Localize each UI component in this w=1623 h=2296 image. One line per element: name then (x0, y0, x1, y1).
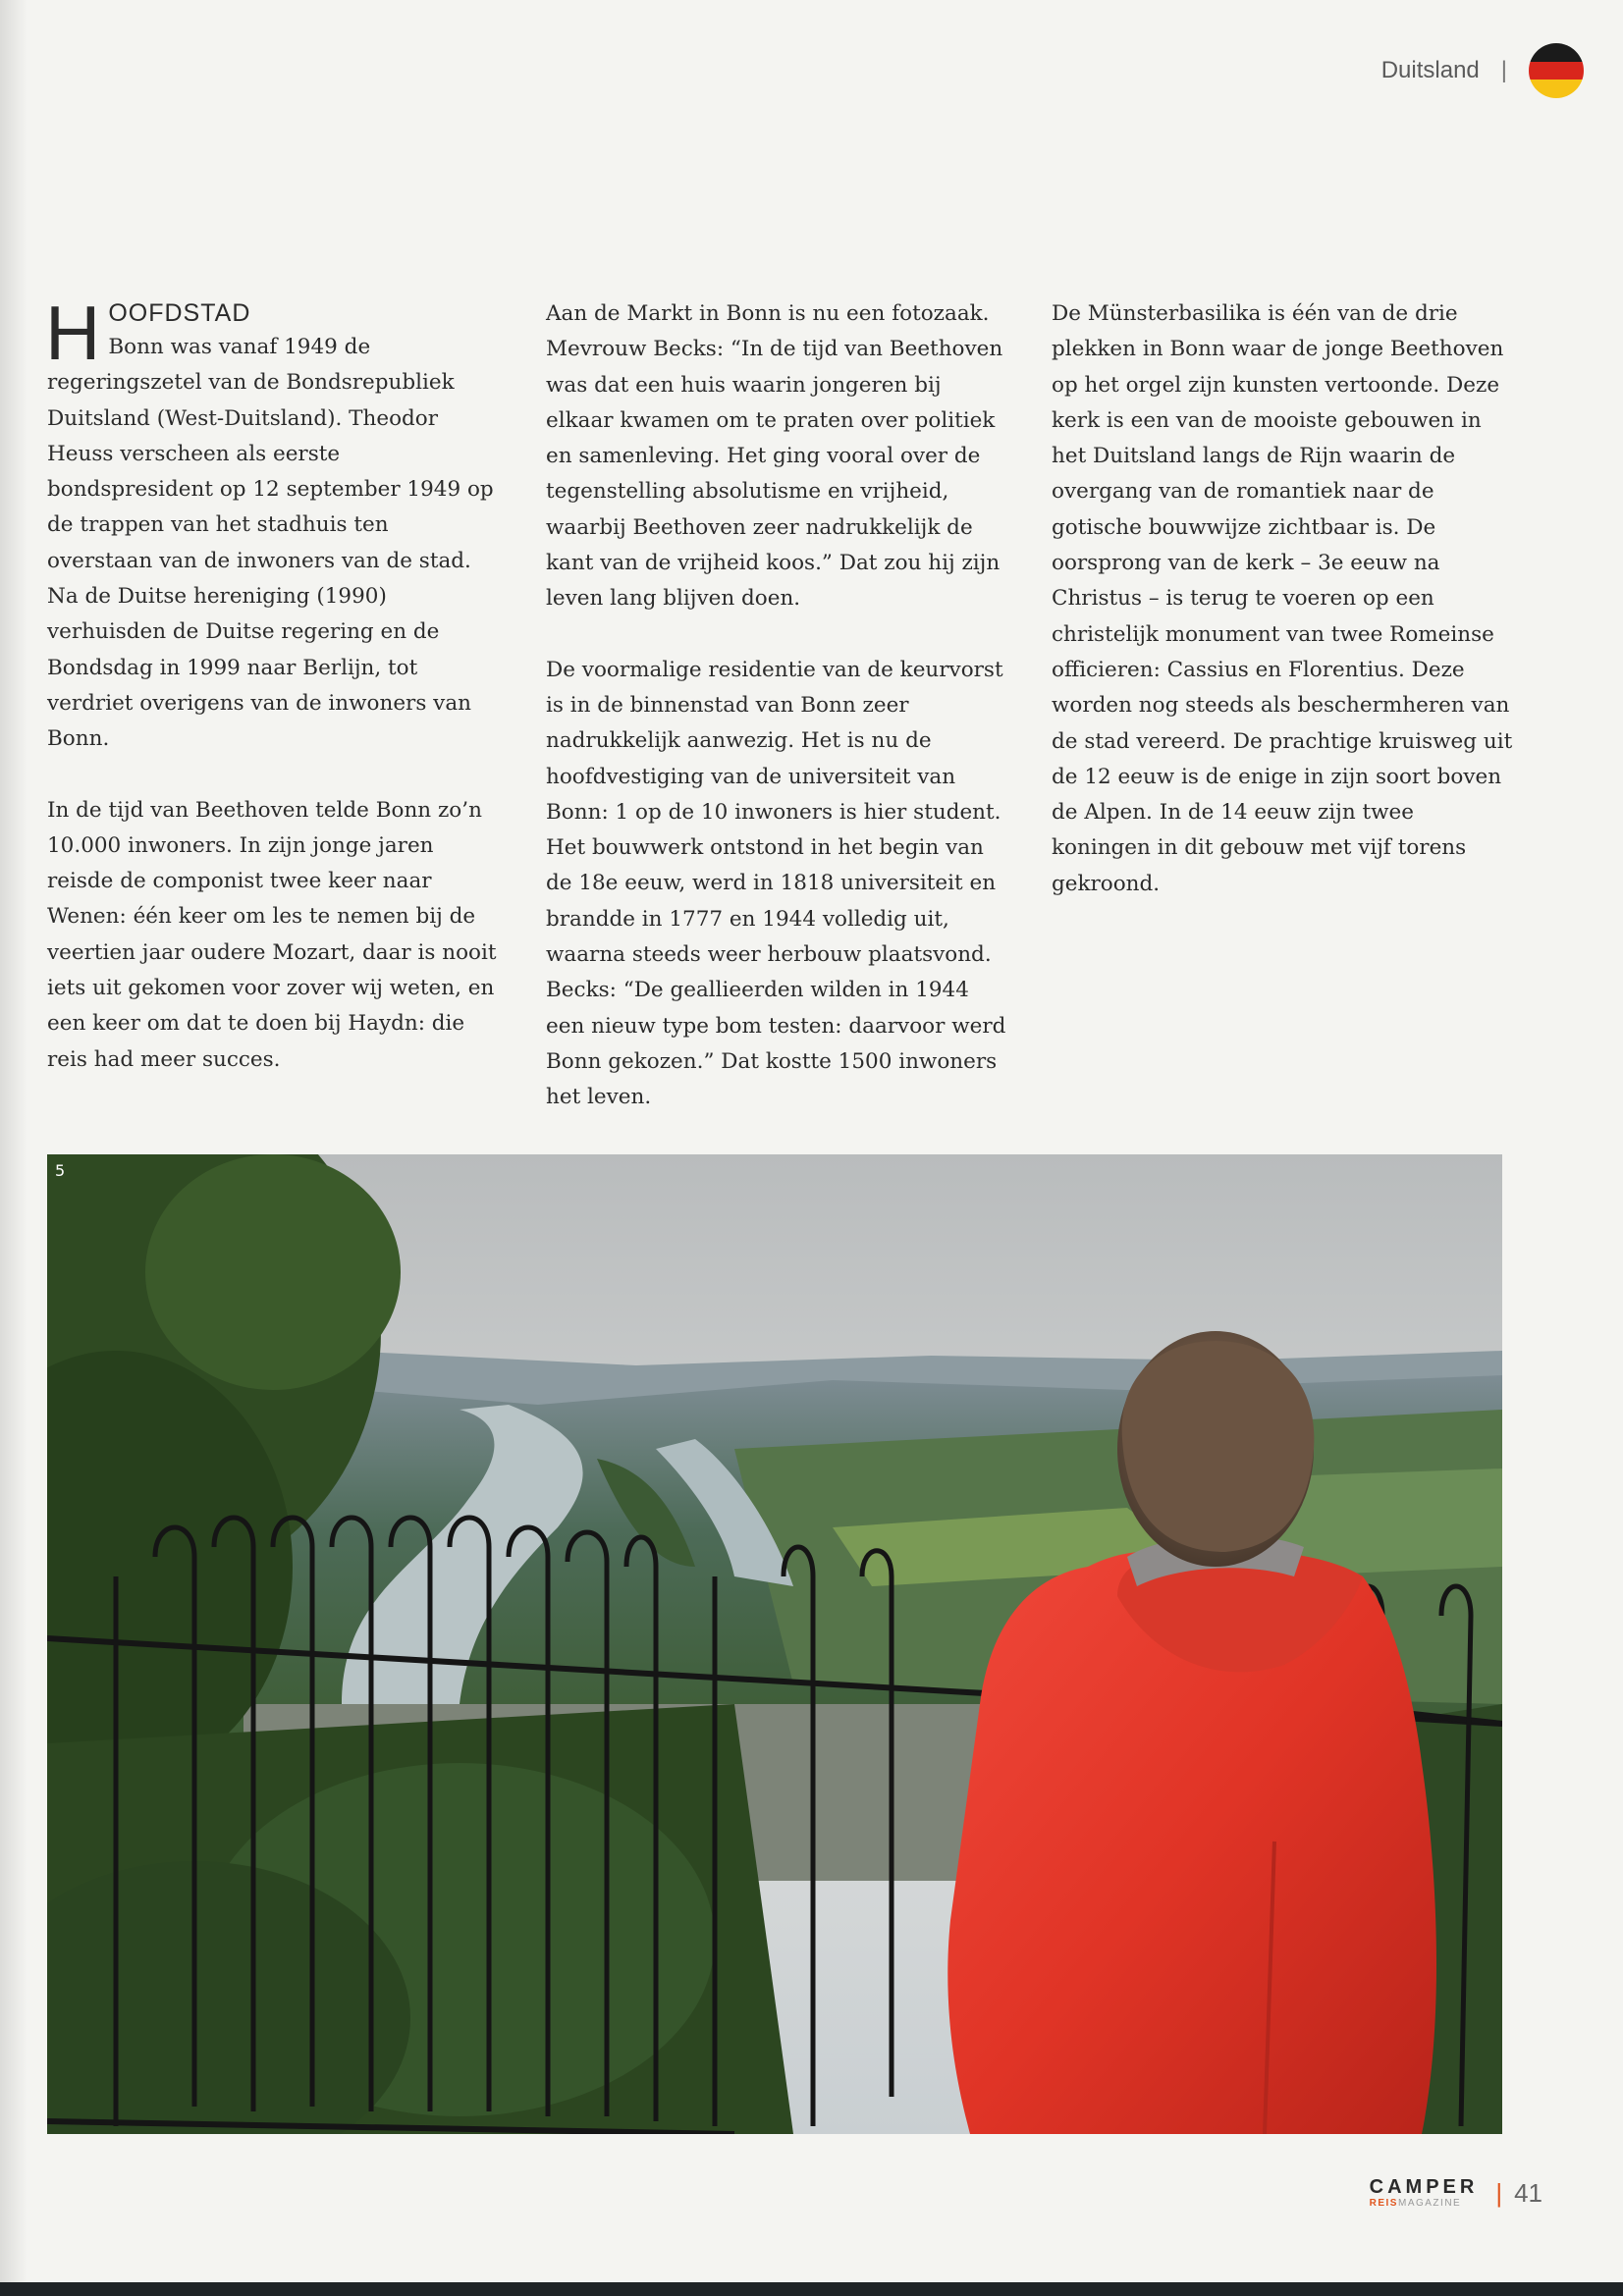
page-header (1381, 43, 1584, 98)
paragraph-munsterbasilika: De Münsterbasilika is één van de drie plekken in Bonn waar de jonge Beethoven op het orgel zijn kunsten vertoonde. Deze kerk is een van de mooiste gebouwen in het Duitsland langs de Rijn waarin de overgang van de romantiek naar de gotische bouwwijze zichtbaar is. De oorsprong van de kerk – 3e eeuw na Christus – is terug te voeren op een christelijk monument van twee Romeinse officieren: Cassius en Florentius. Deze worden nog steeds als beschermheren van de stad vereerd. De prachtige kruisweg uit de 12 eeuw is de enige in zijn soort boven de Alpen. In de 14 eeuw zijn twee koningen in dit gebouw met vijf torens gekroond. (1052, 301, 1513, 896)
flag-band-red (1529, 62, 1584, 80)
country-label: Duitsland (1380, 57, 1480, 83)
header-separator: | (1500, 57, 1507, 83)
flag-band-gold (1529, 80, 1584, 98)
brand-sub-rest: MAGAZINE (1397, 2198, 1462, 2209)
brand-sub-accent: REIS (1369, 2198, 1398, 2209)
paragraph-beethoven-wenen: In de tijd van Beethoven telde Bonn zo’n 10.000 inwoners. In zijn jonge jaren reisde de componist twee keer naar Wenen: één keer om les te nemen bij de veertien jaar oudere Mozart, daar is nooit iets uit gekomen voor zover wij weten, en een keer om dat te doen bij Haydn: die reis had meer succes. (47, 797, 497, 1072)
flag-band-black (1529, 43, 1584, 62)
paragraph-markt: Aan de Markt in Bonn is nu een fotozaak. Mevrouw Becks: “In de tijd van Beethoven was dat een huis waarin jongeren bij elkaar kwamen om te praten over politiek en samenleving. Het ging vooral over de tegenstelling absolutisme en vrijheid, waarbij Beethoven zeer nadrukkelijk de kant van de vrijheid koos.” Dat zou hij zijn leven lang blijven doen. (546, 301, 1003, 612)
rhine-valley-photo (47, 1154, 1502, 2134)
photo-number: 5 (55, 1161, 66, 1180)
brand-sub (1370, 2199, 1462, 2209)
article-column-3 (1052, 296, 1513, 902)
page-footer (1370, 2177, 1542, 2209)
brand-main: CAMPER (1369, 2176, 1479, 2198)
germany-flag-icon (1529, 43, 1584, 98)
paragraph-text: Bonn was vanaf 1949 de regeringszetel van de Bondsrepubliek Duitsland (West-Duitsland). Theodor Heuss verscheen als eerste bondspresident op 12 september 1949 op de trappen van het stadhuis ten overstaan van de inwoners van de stad. Na de Duitse hereniging (1990) verhuisden de Duitse regering en de Bondsdag in 1999 naar Berlijn, tot verdriet overigens van de inwoners van Bonn. (47, 335, 494, 752)
page-number: 41 (1514, 2177, 1542, 2208)
drop-cap: H (45, 290, 101, 376)
footer-separator: | (1495, 2177, 1503, 2208)
paragraph-residentie: De voormalige residentie van de keurvorst is in de binnenstad van Bonn zeer nadrukkelijk aanwezig. Het is nu de hoofdvestiging van de universiteit van Bonn: 1 op de 10 inwoners is hier student. Het bouwwerk ontstond in het begin van de 18e eeuw, werd in 1818 universiteit en brandde in 1777 en 1944 volledig uit, waarna steeds weer herbouw plaatsvond. Becks: “De geallieerden wilden in 1944 een nieuw type bom testen: daarvoor werd Bonn gekozen.” Dat kostte 1500 inwoners het leven. (546, 657, 1006, 1110)
camper-reismagazine-logo (1370, 2177, 1479, 2209)
section-heading: OOFDSTAD (108, 299, 251, 327)
page-binding-shadow (0, 0, 27, 2296)
paragraph-hoofdstad (45, 290, 499, 758)
scan-bottom-edge (0, 2282, 1623, 2296)
article-column-2 (546, 296, 1007, 1116)
article-column-1 (45, 290, 499, 1078)
